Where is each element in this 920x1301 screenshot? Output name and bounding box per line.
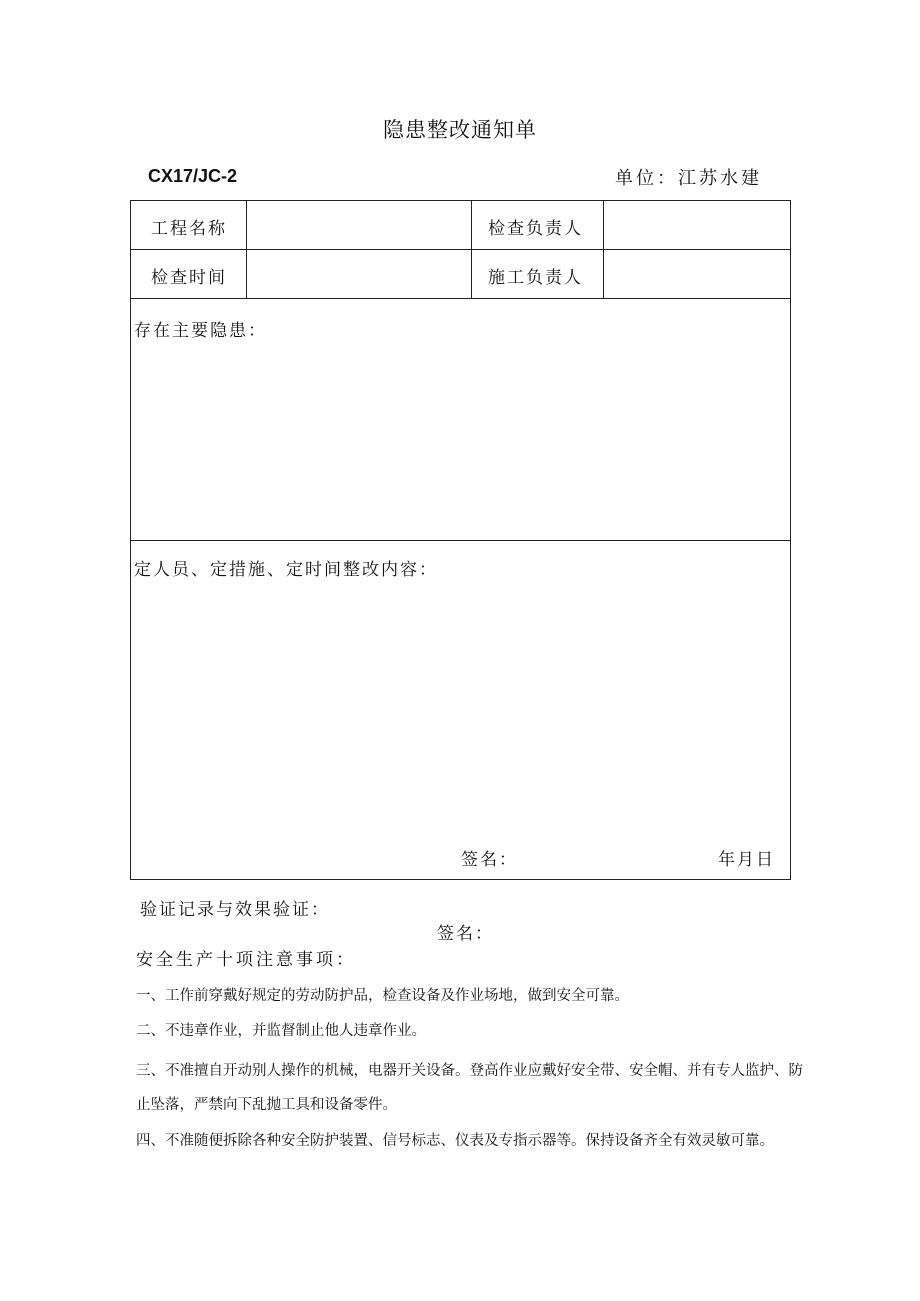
hazards-label: 存在主要隐患：	[134, 321, 267, 341]
rectify-label: 定人员、定措施、定时间整改内容：	[134, 560, 438, 580]
unit-label: 单位：江苏水建	[615, 168, 762, 189]
inspect-time-label: 检查时间	[151, 268, 227, 288]
inspector-label: 检查负责人	[488, 219, 583, 239]
column-divider	[603, 201, 604, 299]
construction-lead-label: 施工负责人	[488, 268, 583, 288]
row-divider	[131, 298, 790, 299]
safety-notice-item: 四、不准随便拆除各种安全防护装置、信号标志、仪表及专指示器等。保持设备齐全有效灵敏可靠。	[136, 1133, 774, 1149]
signature-label: 签名：	[461, 850, 518, 870]
verification-signature-label: 签名：	[437, 924, 494, 944]
row-divider	[131, 249, 790, 250]
column-divider	[471, 201, 472, 299]
row-divider	[131, 540, 790, 541]
safety-notices-heading: 安全生产十项注意事项：	[136, 950, 356, 970]
safety-notice-item: 一、工作前穿戴好规定的劳动防护品，检查设备及作业场地，做到安全可靠。	[136, 988, 629, 1004]
column-divider	[246, 201, 247, 299]
project-name-label: 工程名称	[151, 219, 227, 239]
safety-notice-item: 三、不准擅自开动别人操作的机械，电器开关设备。登高作业应戴好安全带、安全帽、并有专人监护、防止坠落，严禁向下乱抛工具和设备零件。	[136, 1063, 803, 1113]
safety-notice-item: 二、不违章作业，并监督制止他人违章作业。	[136, 1023, 426, 1039]
document-title: 隐患整改通知单	[383, 118, 537, 142]
notice-form-table	[130, 200, 791, 880]
verification-label: 验证记录与效果验证：	[140, 900, 330, 920]
form-code: CX17/JC-2	[148, 166, 238, 186]
date-label: 年月日	[718, 850, 775, 870]
